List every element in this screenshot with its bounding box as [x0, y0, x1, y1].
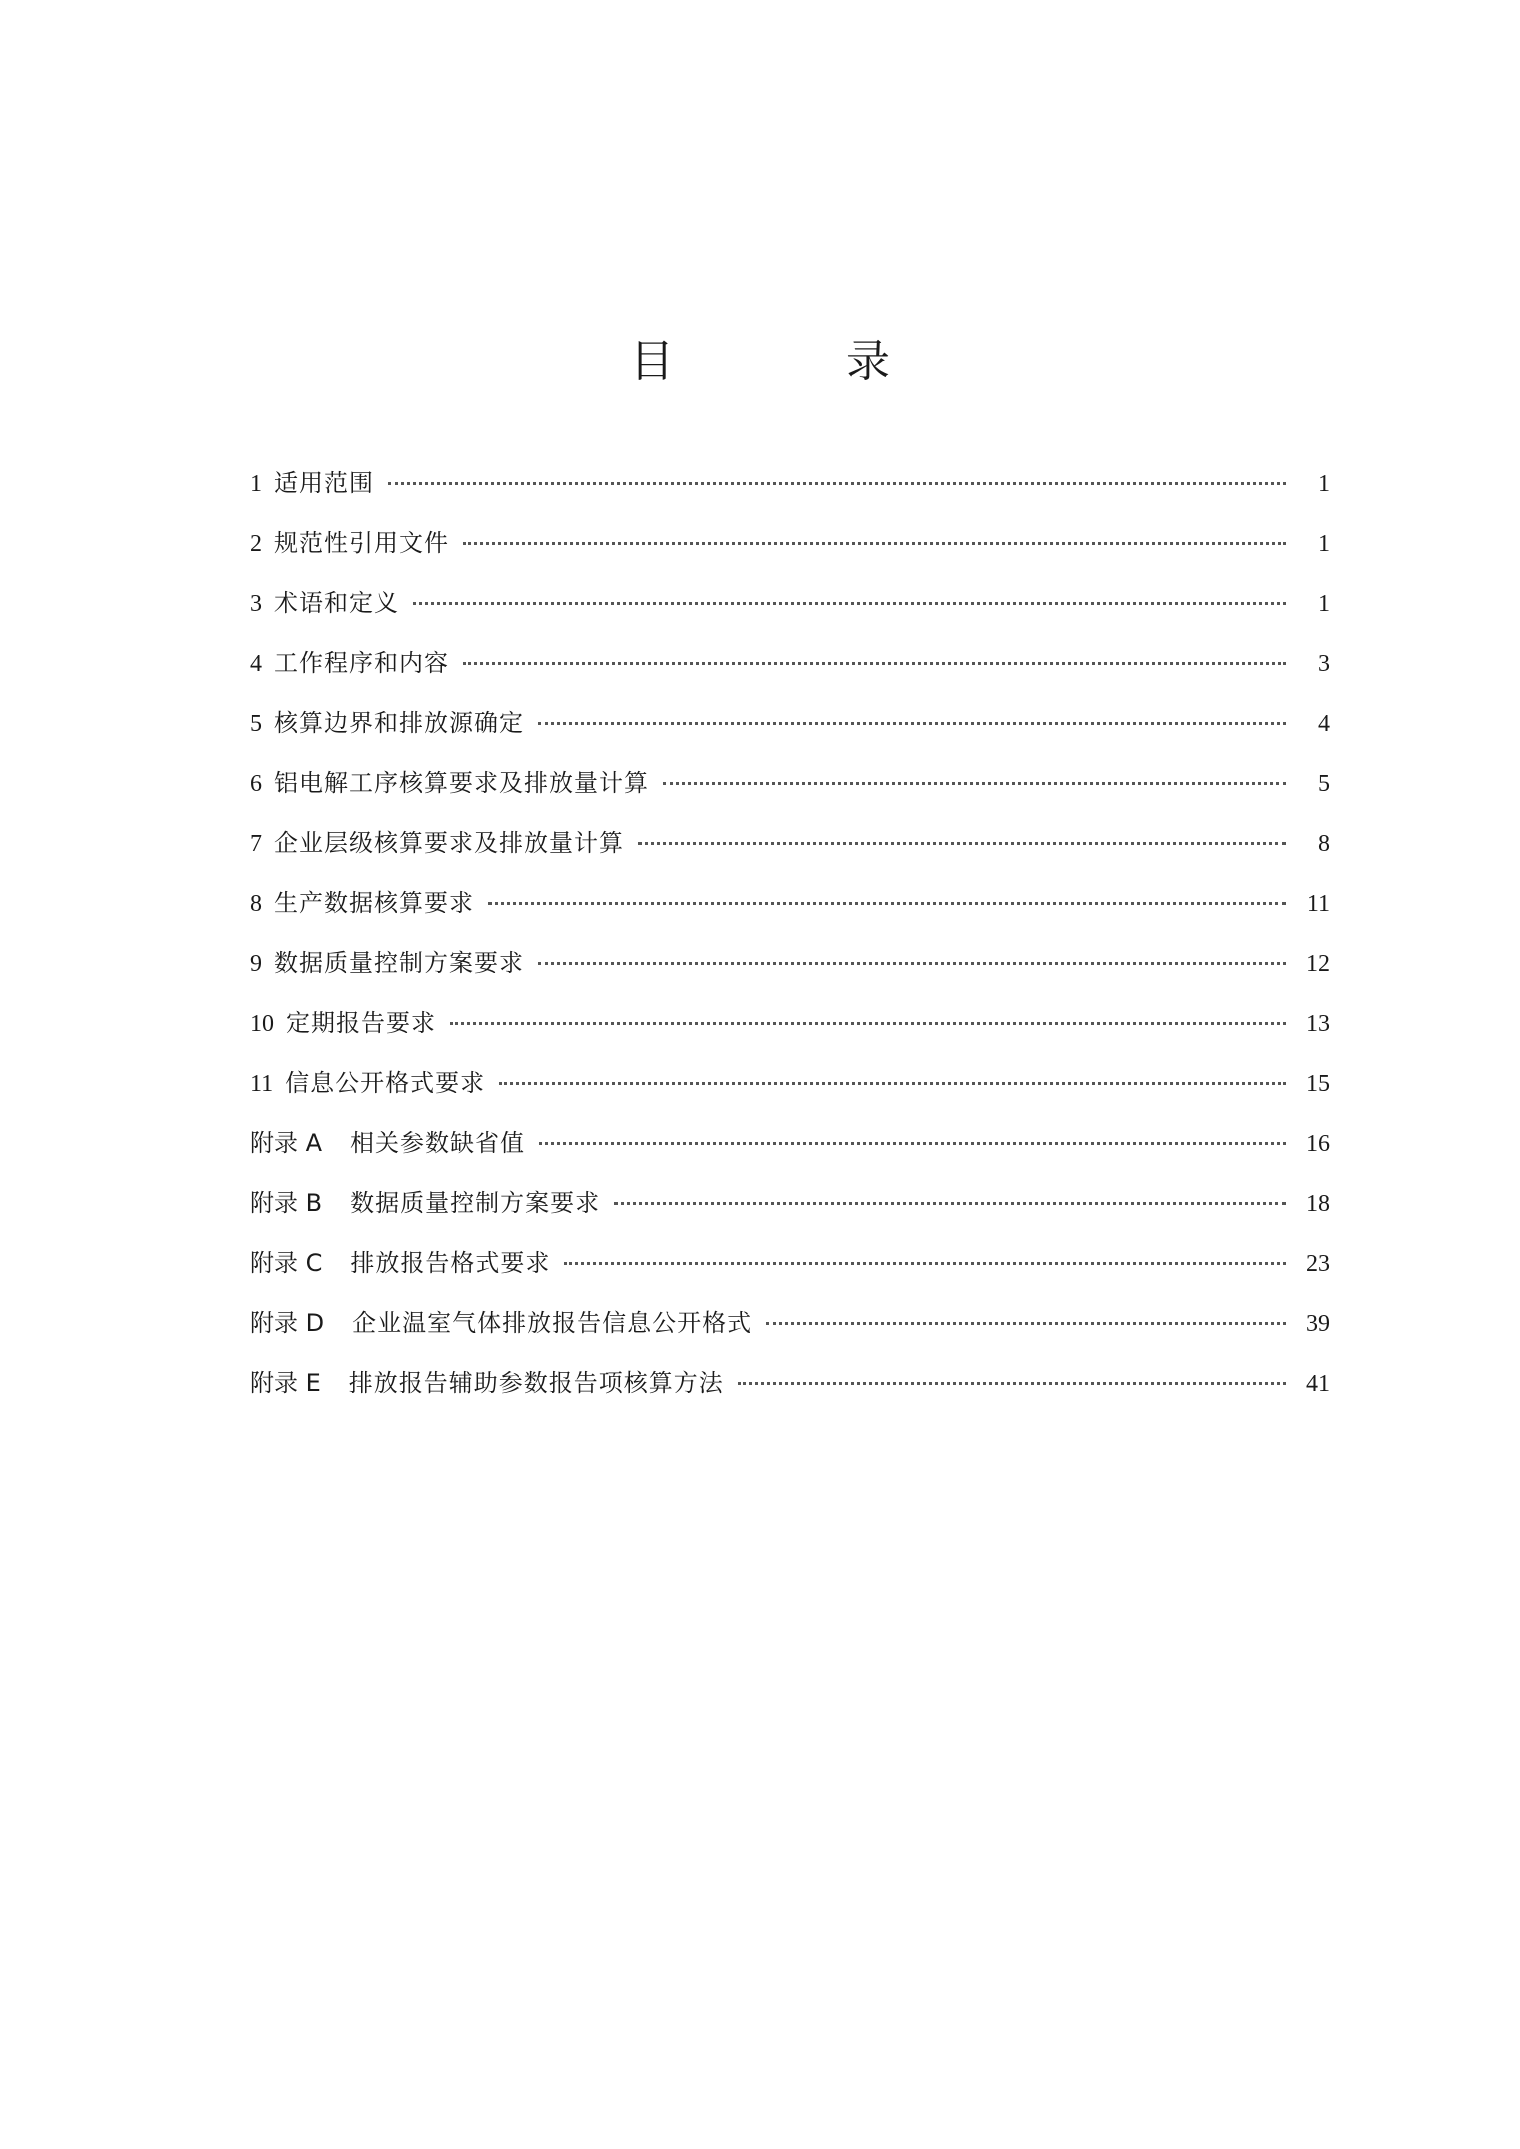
toc-entry-page: 23: [1306, 1251, 1330, 1277]
toc-entry[interactable]: [250, 1182, 1330, 1242]
toc-dot-leader: [564, 1262, 1286, 1265]
toc-entry[interactable]: [250, 522, 1330, 582]
toc-entry-page: 4: [1318, 711, 1330, 737]
page-title: 目 录: [630, 336, 954, 387]
toc-entry-number: 7: [250, 831, 262, 857]
toc-dot-leader: [539, 1142, 1286, 1145]
toc-entry-label: 工作程序和内容: [274, 649, 449, 677]
toc-entry-label: 术语和定义: [274, 589, 399, 617]
toc-entry-label: 铝电解工序核算要求及排放量计算: [274, 769, 649, 797]
table-of-contents: [250, 462, 1330, 1422]
toc-dot-leader: [413, 602, 1286, 605]
toc-entry[interactable]: [250, 462, 1330, 522]
toc-entry-number: 6: [250, 771, 262, 797]
toc-entry-number: 附录 A: [250, 1129, 323, 1157]
toc-entry[interactable]: [250, 882, 1330, 942]
toc-entry-label: 规范性引用文件: [274, 529, 449, 557]
toc-entry-number: 附录 D: [250, 1309, 325, 1337]
toc-entry-page: 1: [1318, 471, 1330, 497]
toc-entry-page: 8: [1318, 831, 1330, 857]
toc-entry-label: 数据质量控制方案要求: [274, 949, 524, 977]
toc-entry-number: 附录 B: [250, 1189, 323, 1217]
toc-entry-label: 适用范围: [274, 469, 374, 497]
toc-entry-number: 附录 E: [250, 1369, 321, 1397]
toc-entry-page: 18: [1306, 1191, 1330, 1217]
toc-entry-page: 12: [1306, 951, 1330, 977]
toc-entry-number: 附录 C: [250, 1249, 323, 1277]
toc-entry-page: 41: [1306, 1371, 1330, 1397]
toc-dot-leader: [766, 1322, 1286, 1325]
toc-dot-leader: [663, 782, 1286, 785]
toc-dot-leader: [638, 842, 1286, 845]
toc-entry[interactable]: [250, 642, 1330, 702]
toc-entry[interactable]: [250, 582, 1330, 642]
toc-entry-page: 1: [1318, 531, 1330, 557]
toc-entry[interactable]: [250, 822, 1330, 882]
toc-entry-label: 核算边界和排放源确定: [274, 709, 524, 737]
toc-entry[interactable]: [250, 942, 1330, 1002]
toc-entry[interactable]: [250, 1362, 1330, 1422]
toc-entry-number: 3: [250, 591, 262, 617]
toc-entry-label: 定期报告要求: [286, 1009, 436, 1037]
toc-dot-leader: [463, 662, 1286, 665]
toc-entry-label: 信息公开格式要求: [285, 1069, 486, 1097]
toc-dot-leader: [538, 962, 1286, 965]
toc-entry-page: 5: [1318, 771, 1330, 797]
toc-entry-number: 10: [250, 1011, 274, 1037]
toc-dot-leader: [538, 722, 1286, 725]
toc-entry-page: 39: [1306, 1311, 1330, 1337]
toc-entry[interactable]: [250, 762, 1330, 822]
toc-dot-leader: [450, 1022, 1286, 1025]
toc-entry[interactable]: [250, 1302, 1330, 1362]
toc-entry-page: 3: [1318, 651, 1330, 677]
toc-entry-label: 企业层级核算要求及排放量计算: [274, 829, 624, 857]
toc-entry[interactable]: [250, 702, 1330, 762]
toc-entry-label: 生产数据核算要求: [274, 889, 474, 917]
toc-entry-label: 数据质量控制方案要求: [350, 1189, 601, 1217]
toc-dot-leader: [463, 542, 1286, 545]
toc-dot-leader: [488, 902, 1286, 905]
toc-dot-leader: [499, 1082, 1286, 1085]
toc-entry[interactable]: [250, 1002, 1330, 1062]
toc-entry-page: 1: [1318, 591, 1330, 617]
toc-dot-leader: [738, 1382, 1286, 1385]
toc-dot-leader: [614, 1202, 1286, 1205]
toc-entry-page: 11: [1306, 891, 1330, 917]
toc-entry-number: 5: [250, 711, 262, 737]
toc-entry-number: 8: [250, 891, 262, 917]
toc-entry-number: 1: [250, 471, 262, 497]
toc-entry-label: 排放报告格式要求: [350, 1249, 551, 1277]
toc-entry-number: 9: [250, 951, 262, 977]
toc-entry-page: 16: [1306, 1131, 1330, 1157]
toc-entry-label: 排放报告辅助参数报告项核算方法: [348, 1369, 724, 1397]
toc-entry[interactable]: [250, 1122, 1330, 1182]
toc-entry-label: 企业温室气体排放报告信息公开格式: [352, 1309, 753, 1337]
toc-entry[interactable]: [250, 1242, 1330, 1302]
toc-entry-number: 4: [250, 651, 262, 677]
toc-dot-leader: [388, 482, 1286, 485]
toc-entry-number: 2: [250, 531, 262, 557]
toc-entry-page: 15: [1306, 1071, 1330, 1097]
toc-entry-page: 13: [1306, 1011, 1330, 1037]
toc-entry-label: 相关参数缺省值: [350, 1129, 526, 1157]
toc-entry-number: 11: [250, 1071, 274, 1097]
toc-entry[interactable]: [250, 1062, 1330, 1122]
